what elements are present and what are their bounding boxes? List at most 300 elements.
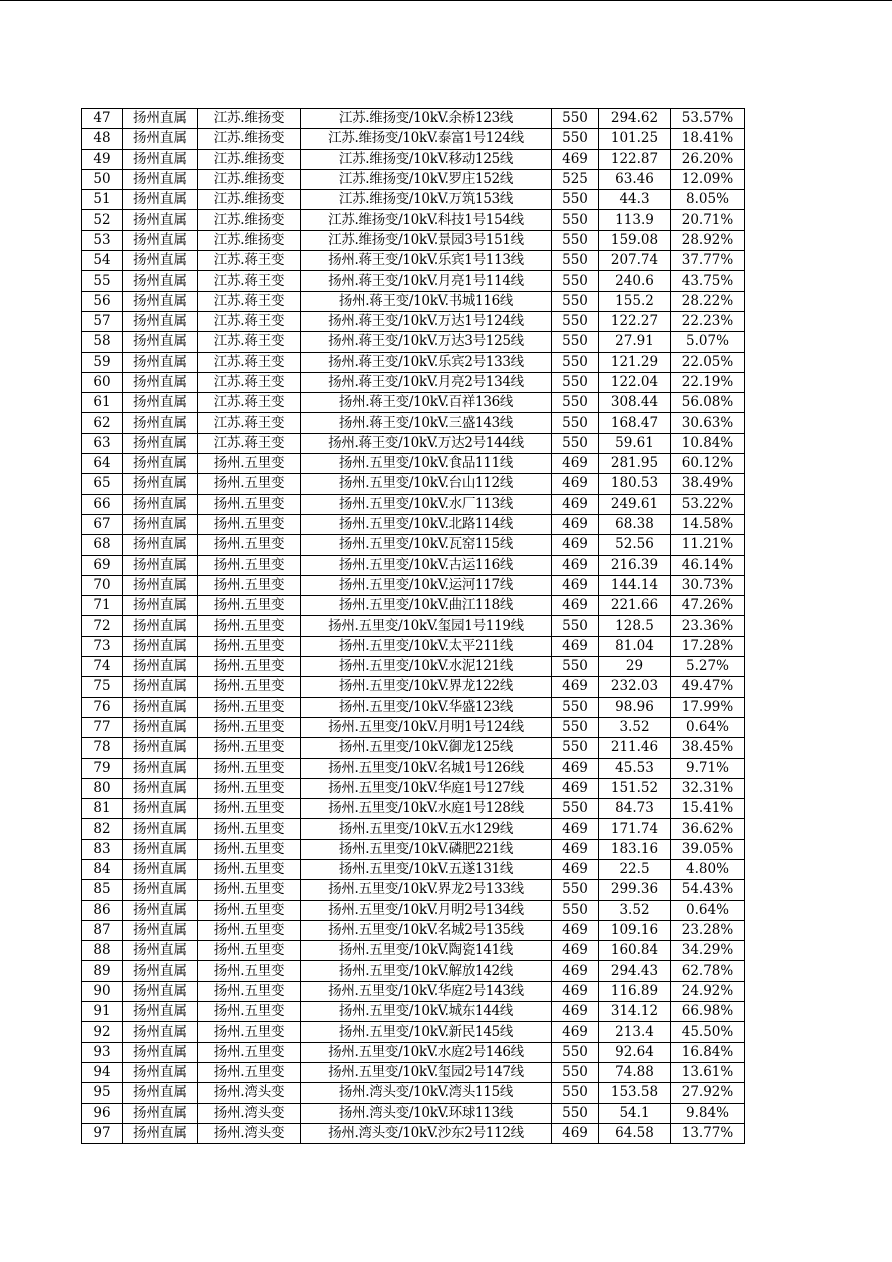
load-rate-cell: 56.08%: [671, 393, 745, 413]
table-row: [82, 1042, 745, 1062]
capacity-cell: 550: [552, 311, 599, 331]
load-cell: 314.12: [599, 1002, 671, 1022]
row-index-cell: 91: [82, 1002, 123, 1022]
unit-cell: 扬州直属: [123, 454, 198, 474]
line-name-cell: 扬州.五里变/10kV.台山112线: [301, 474, 552, 494]
row-index-cell: 97: [82, 1123, 123, 1143]
line-name-cell: 扬州.五里变/10kV.解放142线: [301, 961, 552, 981]
row-index-cell: 96: [82, 1103, 123, 1123]
line-name-cell: 扬州.五里变/10kV.华盛123线: [301, 697, 552, 717]
substation-cell: 江苏.蒋王变: [198, 332, 301, 352]
table-row: [82, 677, 745, 697]
line-name-cell: 扬州.蒋王变/10kV.万达3号125线: [301, 332, 552, 352]
capacity-cell: 469: [552, 149, 599, 169]
line-name-cell: 扬州.五里变/10kV.界龙122线: [301, 677, 552, 697]
load-cell: 281.95: [599, 454, 671, 474]
load-rate-cell: 23.36%: [671, 616, 745, 636]
substation-cell: 江苏.蒋王变: [198, 372, 301, 392]
table-row: [82, 941, 745, 961]
load-cell: 122.87: [599, 149, 671, 169]
load-rate-cell: 22.23%: [671, 311, 745, 331]
line-name-cell: 扬州.五里变/10kV.玺园1号119线: [301, 616, 552, 636]
load-cell: 207.74: [599, 251, 671, 271]
capacity-cell: 550: [552, 352, 599, 372]
load-rate-cell: 66.98%: [671, 1002, 745, 1022]
row-index-cell: 89: [82, 961, 123, 981]
substation-cell: 扬州.五里变: [198, 636, 301, 656]
capacity-cell: 550: [552, 616, 599, 636]
substation-cell: 扬州.五里变: [198, 697, 301, 717]
row-index-cell: 94: [82, 1062, 123, 1082]
capacity-cell: 550: [552, 799, 599, 819]
unit-cell: 扬州直属: [123, 717, 198, 737]
load-cell: 180.53: [599, 474, 671, 494]
unit-cell: 扬州直属: [123, 1123, 198, 1143]
unit-cell: 扬州直属: [123, 636, 198, 656]
row-index-cell: 56: [82, 291, 123, 311]
load-cell: 160.84: [599, 941, 671, 961]
line-name-cell: 扬州.蒋王变/10kV.万达1号124线: [301, 311, 552, 331]
line-name-cell: 江苏.维扬变/10kV.罗庄152线: [301, 169, 552, 189]
capacity-cell: 550: [552, 433, 599, 453]
table-row: [82, 555, 745, 575]
substation-cell: 扬州.五里变: [198, 494, 301, 514]
capacity-cell: 469: [552, 1123, 599, 1143]
substation-cell: 扬州.五里变: [198, 535, 301, 555]
substation-cell: 扬州.五里变: [198, 555, 301, 575]
load-cell: 299.36: [599, 880, 671, 900]
row-index-cell: 67: [82, 514, 123, 534]
load-cell: 109.16: [599, 920, 671, 940]
capacity-cell: 550: [552, 372, 599, 392]
table-row: [82, 535, 745, 555]
substation-cell: 江苏.维扬变: [198, 230, 301, 250]
table-row: [82, 697, 745, 717]
table-row: [82, 474, 745, 494]
substation-cell: 江苏.蒋王变: [198, 433, 301, 453]
capacity-cell: 469: [552, 981, 599, 1001]
capacity-cell: 550: [552, 129, 599, 149]
table-row: [82, 839, 745, 859]
capacity-cell: 550: [552, 291, 599, 311]
substation-cell: 江苏.维扬变: [198, 210, 301, 230]
capacity-cell: 469: [552, 778, 599, 798]
load-rate-cell: 0.64%: [671, 717, 745, 737]
capacity-cell: 469: [552, 839, 599, 859]
load-cell: 294.62: [599, 109, 671, 129]
table-row: [82, 393, 745, 413]
substation-cell: 江苏.蒋王变: [198, 251, 301, 271]
row-index-cell: 82: [82, 819, 123, 839]
line-name-cell: 扬州.五里变/10kV.曲江118线: [301, 596, 552, 616]
substation-cell: 扬州.湾头变: [198, 1123, 301, 1143]
table-row: [82, 454, 745, 474]
substation-cell: 扬州.五里变: [198, 859, 301, 879]
capacity-cell: 550: [552, 413, 599, 433]
capacity-cell: 550: [552, 271, 599, 291]
unit-cell: 扬州直属: [123, 799, 198, 819]
line-name-cell: 扬州.五里变/10kV.水泥121线: [301, 657, 552, 677]
line-name-cell: 江苏.维扬变/10kV.余桥123线: [301, 109, 552, 129]
load-cell: 151.52: [599, 778, 671, 798]
load-rate-cell: 32.31%: [671, 778, 745, 798]
unit-cell: 扬州直属: [123, 129, 198, 149]
load-rate-cell: 15.41%: [671, 799, 745, 819]
load-cell: 81.04: [599, 636, 671, 656]
table-row: [82, 596, 745, 616]
capacity-cell: 550: [552, 900, 599, 920]
load-cell: 211.46: [599, 738, 671, 758]
table-row: [82, 1123, 745, 1143]
load-cell: 171.74: [599, 819, 671, 839]
row-index-cell: 90: [82, 981, 123, 1001]
capacity-cell: 469: [552, 535, 599, 555]
load-cell: 113.9: [599, 210, 671, 230]
capacity-cell: 469: [552, 514, 599, 534]
load-cell: 122.04: [599, 372, 671, 392]
load-cell: 68.38: [599, 514, 671, 534]
table-row: [82, 129, 745, 149]
row-index-cell: 88: [82, 941, 123, 961]
row-index-cell: 48: [82, 129, 123, 149]
table-row: [82, 352, 745, 372]
unit-cell: 扬州直属: [123, 1062, 198, 1082]
substation-cell: 扬州.五里变: [198, 738, 301, 758]
substation-cell: 扬州.湾头变: [198, 1103, 301, 1123]
table-row: [82, 799, 745, 819]
capacity-cell: 550: [552, 230, 599, 250]
row-index-cell: 54: [82, 251, 123, 271]
load-rate-cell: 53.22%: [671, 494, 745, 514]
load-cell: 22.5: [599, 859, 671, 879]
load-rate-cell: 9.84%: [671, 1103, 745, 1123]
capacity-cell: 550: [552, 738, 599, 758]
load-rate-cell: 4.80%: [671, 859, 745, 879]
load-cell: 29: [599, 657, 671, 677]
unit-cell: 扬州直属: [123, 169, 198, 189]
line-name-cell: 扬州.湾头变/10kV.沙东2号112线: [301, 1123, 552, 1143]
load-rate-cell: 46.14%: [671, 555, 745, 575]
line-name-cell: 扬州.蒋王变/10kV.月亮1号114线: [301, 271, 552, 291]
substation-cell: 扬州.五里变: [198, 920, 301, 940]
load-cell: 52.56: [599, 535, 671, 555]
load-rate-cell: 34.29%: [671, 941, 745, 961]
capacity-cell: 550: [552, 717, 599, 737]
capacity-cell: 469: [552, 575, 599, 595]
feeder-load-table: [81, 108, 745, 1144]
substation-cell: 扬州.五里变: [198, 1062, 301, 1082]
unit-cell: 扬州直属: [123, 920, 198, 940]
substation-cell: 江苏.蒋王变: [198, 393, 301, 413]
load-cell: 101.25: [599, 129, 671, 149]
row-index-cell: 53: [82, 230, 123, 250]
capacity-cell: 550: [552, 657, 599, 677]
row-index-cell: 60: [82, 372, 123, 392]
load-cell: 216.39: [599, 555, 671, 575]
load-cell: 27.91: [599, 332, 671, 352]
line-name-cell: 扬州.五里变/10kV.月明2号134线: [301, 900, 552, 920]
substation-cell: 扬州.五里变: [198, 819, 301, 839]
substation-cell: 扬州.五里变: [198, 657, 301, 677]
line-name-cell: 扬州.湾头变/10kV.湾头115线: [301, 1083, 552, 1103]
substation-cell: 江苏.蒋王变: [198, 413, 301, 433]
line-name-cell: 扬州.五里变/10kV.华庭2号143线: [301, 981, 552, 1001]
line-name-cell: 扬州.蒋王变/10kV.万达2号144线: [301, 433, 552, 453]
table-row: [82, 251, 745, 271]
unit-cell: 扬州直属: [123, 819, 198, 839]
line-name-cell: 扬州.湾头变/10kV.环球113线: [301, 1103, 552, 1123]
table-row: [82, 900, 745, 920]
capacity-cell: 550: [552, 880, 599, 900]
table-row: [82, 433, 745, 453]
load-rate-cell: 20.71%: [671, 210, 745, 230]
substation-cell: 扬州.五里变: [198, 596, 301, 616]
row-index-cell: 80: [82, 778, 123, 798]
table-row: [82, 413, 745, 433]
load-rate-cell: 36.62%: [671, 819, 745, 839]
table-row: [82, 494, 745, 514]
line-name-cell: 扬州.五里变/10kV.名城1号126线: [301, 758, 552, 778]
row-index-cell: 72: [82, 616, 123, 636]
unit-cell: 扬州直属: [123, 514, 198, 534]
load-cell: 3.52: [599, 900, 671, 920]
row-index-cell: 95: [82, 1083, 123, 1103]
capacity-cell: 469: [552, 758, 599, 778]
row-index-cell: 61: [82, 393, 123, 413]
capacity-cell: 469: [552, 636, 599, 656]
substation-cell: 扬州.五里变: [198, 961, 301, 981]
substation-cell: 江苏.蒋王变: [198, 271, 301, 291]
unit-cell: 扬州直属: [123, 981, 198, 1001]
table-row: [82, 169, 745, 189]
load-cell: 121.29: [599, 352, 671, 372]
load-rate-cell: 10.84%: [671, 433, 745, 453]
load-cell: 116.89: [599, 981, 671, 1001]
substation-cell: 扬州.五里变: [198, 778, 301, 798]
load-rate-cell: 49.47%: [671, 677, 745, 697]
unit-cell: 扬州直属: [123, 1103, 198, 1123]
line-name-cell: 扬州.五里变/10kV.城东144线: [301, 1002, 552, 1022]
substation-cell: 扬州.五里变: [198, 941, 301, 961]
capacity-cell: 469: [552, 961, 599, 981]
row-index-cell: 51: [82, 190, 123, 210]
unit-cell: 扬州直属: [123, 494, 198, 514]
substation-cell: 扬州.五里变: [198, 880, 301, 900]
table-row: [82, 271, 745, 291]
row-index-cell: 62: [82, 413, 123, 433]
substation-cell: 扬州.五里变: [198, 717, 301, 737]
unit-cell: 扬州直属: [123, 413, 198, 433]
substation-cell: 江苏.维扬变: [198, 109, 301, 129]
capacity-cell: 469: [552, 454, 599, 474]
table-row: [82, 575, 745, 595]
unit-cell: 扬州直属: [123, 1083, 198, 1103]
load-cell: 308.44: [599, 393, 671, 413]
substation-cell: 江苏.蒋王变: [198, 291, 301, 311]
load-cell: 64.58: [599, 1123, 671, 1143]
unit-cell: 扬州直属: [123, 332, 198, 352]
load-rate-cell: 14.58%: [671, 514, 745, 534]
substation-cell: 扬州.五里变: [198, 1002, 301, 1022]
substation-cell: 扬州.五里变: [198, 981, 301, 1001]
row-index-cell: 87: [82, 920, 123, 940]
table-row: [82, 961, 745, 981]
unit-cell: 扬州直属: [123, 616, 198, 636]
load-cell: 3.52: [599, 717, 671, 737]
load-cell: 128.5: [599, 616, 671, 636]
unit-cell: 扬州直属: [123, 575, 198, 595]
substation-cell: 扬州.五里变: [198, 474, 301, 494]
load-rate-cell: 13.61%: [671, 1062, 745, 1082]
table-row: [82, 819, 745, 839]
line-name-cell: 扬州.五里变/10kV.新民145线: [301, 1022, 552, 1042]
line-name-cell: 扬州.五里变/10kV.北路114线: [301, 514, 552, 534]
table-row: [82, 1103, 745, 1123]
load-cell: 155.2: [599, 291, 671, 311]
load-rate-cell: 17.28%: [671, 636, 745, 656]
load-rate-cell: 37.77%: [671, 251, 745, 271]
unit-cell: 扬州直属: [123, 474, 198, 494]
table-row: [82, 1083, 745, 1103]
line-name-cell: 扬州.五里变/10kV.水庭1号128线: [301, 799, 552, 819]
row-index-cell: 71: [82, 596, 123, 616]
line-name-cell: 扬州.五里变/10kV.御龙125线: [301, 738, 552, 758]
row-index-cell: 78: [82, 738, 123, 758]
line-name-cell: 扬州.蒋王变/10kV.书城116线: [301, 291, 552, 311]
load-rate-cell: 5.27%: [671, 657, 745, 677]
capacity-cell: 469: [552, 1002, 599, 1022]
row-index-cell: 47: [82, 109, 123, 129]
capacity-cell: 550: [552, 1062, 599, 1082]
substation-cell: 扬州.五里变: [198, 575, 301, 595]
load-rate-cell: 53.57%: [671, 109, 745, 129]
line-name-cell: 扬州.五里变/10kV.界龙2号133线: [301, 880, 552, 900]
capacity-cell: 469: [552, 859, 599, 879]
unit-cell: 扬州直属: [123, 535, 198, 555]
table-row: [82, 1062, 745, 1082]
load-cell: 54.1: [599, 1103, 671, 1123]
load-rate-cell: 5.07%: [671, 332, 745, 352]
row-index-cell: 77: [82, 717, 123, 737]
row-index-cell: 85: [82, 880, 123, 900]
line-name-cell: 扬州.五里变/10kV.五遂131线: [301, 859, 552, 879]
load-rate-cell: 28.92%: [671, 230, 745, 250]
load-rate-cell: 12.09%: [671, 169, 745, 189]
line-name-cell: 扬州.五里变/10kV.水庭2号146线: [301, 1042, 552, 1062]
load-cell: 168.47: [599, 413, 671, 433]
load-rate-cell: 43.75%: [671, 271, 745, 291]
load-rate-cell: 22.05%: [671, 352, 745, 372]
load-cell: 294.43: [599, 961, 671, 981]
load-rate-cell: 26.20%: [671, 149, 745, 169]
table-row: [82, 636, 745, 656]
substation-cell: 扬州.五里变: [198, 900, 301, 920]
line-name-cell: 江苏.维扬变/10kV.移动125线: [301, 149, 552, 169]
table-row: [82, 880, 745, 900]
row-index-cell: 64: [82, 454, 123, 474]
table-row: [82, 149, 745, 169]
substation-cell: 扬州.五里变: [198, 799, 301, 819]
substation-cell: 江苏.蒋王变: [198, 352, 301, 372]
table-row: [82, 657, 745, 677]
unit-cell: 扬州直属: [123, 941, 198, 961]
capacity-cell: 550: [552, 393, 599, 413]
substation-cell: 江苏.蒋王变: [198, 311, 301, 331]
capacity-cell: 469: [552, 596, 599, 616]
unit-cell: 扬州直属: [123, 149, 198, 169]
row-index-cell: 92: [82, 1022, 123, 1042]
capacity-cell: 550: [552, 332, 599, 352]
load-rate-cell: 39.05%: [671, 839, 745, 859]
unit-cell: 扬州直属: [123, 596, 198, 616]
load-rate-cell: 24.92%: [671, 981, 745, 1001]
unit-cell: 扬州直属: [123, 190, 198, 210]
table-row: [82, 1022, 745, 1042]
load-rate-cell: 28.22%: [671, 291, 745, 311]
load-cell: 122.27: [599, 311, 671, 331]
table-body: [82, 109, 745, 1144]
load-rate-cell: 16.84%: [671, 1042, 745, 1062]
capacity-cell: 469: [552, 494, 599, 514]
capacity-cell: 550: [552, 1042, 599, 1062]
unit-cell: 扬州直属: [123, 1042, 198, 1062]
unit-cell: 扬州直属: [123, 900, 198, 920]
line-name-cell: 扬州.五里变/10kV.食品111线: [301, 454, 552, 474]
line-name-cell: 扬州.五里变/10kV.名城2号135线: [301, 920, 552, 940]
unit-cell: 扬州直属: [123, 697, 198, 717]
table-row: [82, 1002, 745, 1022]
unit-cell: 扬州直属: [123, 271, 198, 291]
unit-cell: 扬州直属: [123, 291, 198, 311]
line-name-cell: 扬州.五里变/10kV.运河117线: [301, 575, 552, 595]
load-rate-cell: 8.05%: [671, 190, 745, 210]
capacity-cell: 525: [552, 169, 599, 189]
unit-cell: 扬州直属: [123, 109, 198, 129]
table-row: [82, 230, 745, 250]
row-index-cell: 50: [82, 169, 123, 189]
unit-cell: 扬州直属: [123, 230, 198, 250]
substation-cell: 江苏.维扬变: [198, 169, 301, 189]
unit-cell: 扬州直属: [123, 758, 198, 778]
table-row: [82, 616, 745, 636]
table-row: [82, 859, 745, 879]
load-rate-cell: 38.49%: [671, 474, 745, 494]
row-index-cell: 86: [82, 900, 123, 920]
capacity-cell: 550: [552, 109, 599, 129]
table-row: [82, 210, 745, 230]
load-cell: 249.61: [599, 494, 671, 514]
line-name-cell: 扬州.五里变/10kV.瓦窑115线: [301, 535, 552, 555]
line-name-cell: 扬州.蒋王变/10kV.三盛143线: [301, 413, 552, 433]
unit-cell: 扬州直属: [123, 859, 198, 879]
substation-cell: 扬州.五里变: [198, 758, 301, 778]
line-name-cell: 扬州.五里变/10kV.陶瓷141线: [301, 941, 552, 961]
unit-cell: 扬州直属: [123, 738, 198, 758]
unit-cell: 扬州直属: [123, 393, 198, 413]
load-cell: 74.88: [599, 1062, 671, 1082]
load-rate-cell: 38.45%: [671, 738, 745, 758]
capacity-cell: 550: [552, 210, 599, 230]
row-index-cell: 59: [82, 352, 123, 372]
capacity-cell: 469: [552, 677, 599, 697]
unit-cell: 扬州直属: [123, 677, 198, 697]
load-rate-cell: 45.50%: [671, 1022, 745, 1042]
line-name-cell: 扬州.五里变/10kV.月明1号124线: [301, 717, 552, 737]
load-rate-cell: 13.77%: [671, 1123, 745, 1143]
top-border-line: [0, 0, 892, 1]
capacity-cell: 550: [552, 697, 599, 717]
load-cell: 84.73: [599, 799, 671, 819]
